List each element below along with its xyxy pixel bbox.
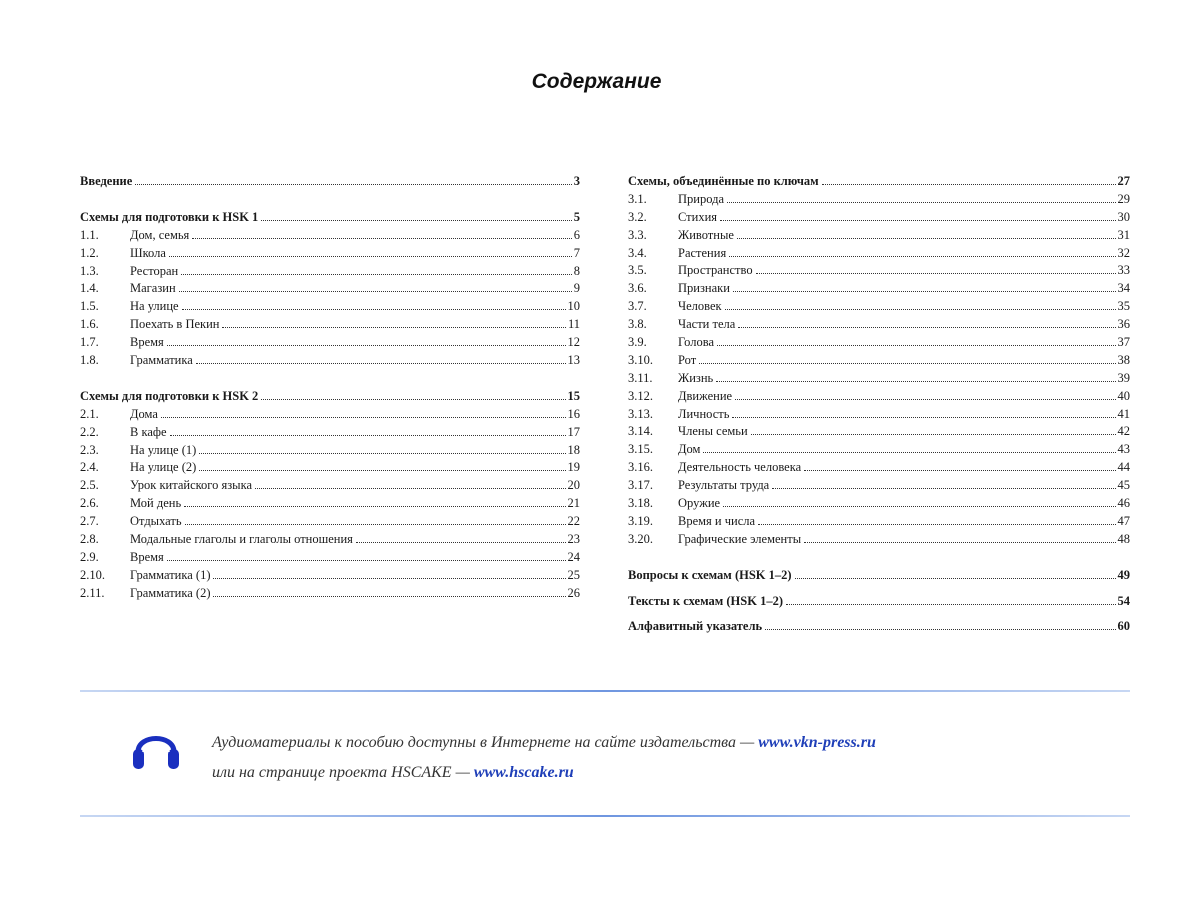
toc-entry[interactable] [80, 459, 580, 477]
toc-entry-number: 3.8. [628, 317, 647, 332]
toc-entry-number: 3.20. [628, 531, 653, 546]
toc-page-number: 38 [1117, 352, 1130, 367]
dot-leader [795, 578, 1116, 579]
toc-entry-number: 3.2. [628, 209, 647, 224]
toc-entry-number: 1.7. [80, 335, 99, 350]
toc-entry-label: Грамматика (2) [130, 585, 211, 600]
toc-entry[interactable] [628, 477, 1130, 495]
toc-entry-number: 3.6. [628, 281, 647, 296]
toc-entry[interactable] [628, 316, 1130, 334]
toc-spacer [628, 549, 1130, 567]
dot-leader [727, 202, 1115, 203]
toc-entry-number: 3.7. [628, 299, 647, 314]
toc-entry-number: 1.8. [80, 353, 99, 368]
toc-page-number: 33 [1117, 263, 1130, 278]
toc-entry-label: Деятельность человека [678, 460, 802, 475]
toc-entry[interactable] [80, 513, 580, 531]
dot-leader [729, 256, 1115, 257]
toc-entry-number: 1.2. [80, 245, 99, 260]
audio-note-line-2 [212, 758, 1112, 788]
toc-entry[interactable] [80, 442, 580, 460]
dot-leader [735, 399, 1115, 400]
toc-entry-number: 1.4. [80, 281, 99, 296]
toc-section-heading[interactable] [628, 567, 1130, 585]
publisher-link[interactable]: www.vkn-press.ru [758, 734, 876, 751]
toc-entry[interactable] [80, 227, 580, 245]
toc-entry-label: Признаки [678, 281, 730, 296]
dot-leader [261, 220, 571, 221]
toc-entry[interactable] [80, 477, 580, 495]
dot-leader [716, 381, 1115, 382]
toc-entry-label: Урок китайского языка [130, 478, 253, 493]
toc-page-number: 40 [1117, 388, 1130, 403]
project-link[interactable]: www.hscake.ru [473, 764, 574, 781]
toc-entry-label: Растения [678, 245, 727, 260]
toc-page-number: 45 [1117, 478, 1130, 493]
toc-entry-label: Пространство [678, 263, 753, 278]
toc-entry-label: Части тела [678, 317, 736, 332]
toc-entry[interactable] [628, 370, 1130, 388]
toc-entry-label: Отдыхать [130, 514, 182, 529]
toc-entry[interactable] [628, 441, 1130, 459]
toc-spacer [628, 585, 1130, 593]
divider-top [80, 690, 1130, 692]
toc-spacer [80, 370, 580, 388]
toc-entry-number: 3.1. [628, 191, 647, 206]
toc-page-number: 39 [1117, 370, 1130, 385]
dot-leader [758, 524, 1115, 525]
toc-entry[interactable] [628, 423, 1130, 441]
toc-entry-number: 3.4. [628, 245, 647, 260]
toc-entry[interactable] [628, 513, 1130, 531]
toc-entry-label: Дома [130, 406, 158, 421]
toc-entry-label: Оружие [678, 496, 721, 511]
toc-entry-label: Графические элементы [678, 531, 802, 546]
dot-leader [199, 453, 565, 454]
toc-entry-label: Дом, семья [130, 227, 190, 242]
toc-entry-label: Ресторан [130, 263, 179, 278]
toc-entry[interactable] [80, 280, 580, 298]
toc-entry-label: Животные [678, 227, 734, 242]
dot-leader [822, 184, 1116, 185]
toc-entry[interactable] [80, 298, 580, 316]
toc-entry-number: 2.6. [80, 496, 99, 511]
toc-spacer [628, 610, 1130, 618]
toc-entry-label: Модальные глаголы и глаголы отношения [130, 532, 353, 547]
toc-entry-number: 2.8. [80, 532, 99, 547]
audio-note [212, 728, 1112, 788]
toc-entry-label: Алфавитный указатель [628, 619, 763, 634]
toc-entry[interactable] [628, 352, 1130, 370]
toc-entry[interactable] [628, 245, 1130, 263]
toc-entry[interactable] [628, 406, 1130, 424]
toc-entry[interactable] [80, 352, 580, 370]
toc-page-number: 5 [573, 209, 580, 224]
dot-leader [185, 524, 566, 525]
toc-entry-number: 3.11. [628, 370, 653, 385]
toc-entry-number: 3.10. [628, 352, 653, 367]
toc-page-number: 23 [567, 532, 580, 547]
toc-entry-number: 2.4. [80, 460, 99, 475]
toc-entry-number: 3.19. [628, 513, 653, 528]
toc-entry[interactable] [80, 406, 580, 424]
toc-entry[interactable] [80, 263, 580, 281]
toc-entry[interactable] [628, 388, 1130, 406]
dot-leader [170, 435, 566, 436]
audio-note-text-1: Аудиоматериалы к пособию доступны в Интернете на сайте издательства — [212, 734, 759, 751]
toc-entry-label: Жизнь [678, 370, 714, 385]
toc-page-number: 43 [1117, 442, 1130, 457]
toc-entry[interactable] [628, 227, 1130, 245]
toc-page-number: 48 [1117, 531, 1130, 546]
toc-page-number: 42 [1117, 424, 1130, 439]
toc-page-number: 20 [567, 478, 580, 493]
toc-page-number: 26 [567, 585, 580, 600]
toc-entry-label: Человек [678, 299, 722, 314]
toc-column-left [80, 173, 580, 603]
toc-entry[interactable] [628, 209, 1130, 227]
toc-section-heading[interactable] [80, 209, 580, 227]
toc-entry-label: Время и числа [678, 513, 756, 528]
dot-leader [135, 184, 571, 185]
toc-entry[interactable] [628, 531, 1130, 549]
dot-leader [737, 238, 1116, 239]
dot-leader [182, 309, 566, 310]
toc-entry-label: Природа [678, 191, 725, 206]
toc-entry[interactable] [628, 298, 1130, 316]
divider-bottom [80, 815, 1130, 817]
toc-entry-number: 2.11. [80, 585, 105, 600]
toc-entry-number: 3.12. [628, 388, 653, 403]
dot-leader [199, 470, 565, 471]
page-title: Содержание [531, 70, 662, 93]
toc-entry[interactable] [80, 245, 580, 263]
toc-page-number: 46 [1117, 496, 1130, 511]
toc-entry-label: На улице (2) [130, 460, 197, 475]
toc-page-number: 29 [1117, 191, 1130, 206]
toc-section-heading[interactable] [628, 593, 1130, 611]
toc-entry-number: 3.14. [628, 424, 653, 439]
toc-page-number: 10 [567, 299, 580, 314]
toc-entry-label: Стихия [678, 209, 718, 224]
toc-entry-label: Схемы для подготовки к HSK 1 [80, 209, 259, 224]
toc-page-number: 60 [1117, 619, 1130, 634]
toc-entry-label: Грамматика [130, 353, 193, 368]
toc-entry[interactable] [80, 567, 580, 585]
toc-page-number: 13 [567, 353, 580, 368]
dot-leader [804, 542, 1115, 543]
toc-entry-number: 3.3. [628, 227, 647, 242]
headphones-icon [130, 722, 182, 774]
toc-section-heading[interactable] [628, 618, 1130, 636]
toc-entry-number: 2.2. [80, 424, 99, 439]
dot-leader [181, 274, 572, 275]
toc-entry-label: Время [130, 549, 164, 564]
dot-leader [723, 506, 1115, 507]
toc-page-number: 16 [567, 406, 580, 421]
toc-entry[interactable] [80, 549, 580, 567]
toc-entry[interactable] [628, 495, 1130, 513]
toc-entry-number: 3.13. [628, 406, 653, 421]
toc-page-number: 22 [567, 514, 580, 529]
toc-column-right [628, 173, 1130, 636]
toc-page-number: 34 [1117, 281, 1130, 296]
dot-leader [213, 596, 565, 597]
toc-page-number: 54 [1117, 593, 1130, 608]
toc-entry-label: Мой день [130, 496, 182, 511]
toc-page-number: 7 [573, 245, 580, 260]
toc-page-number: 27 [1117, 174, 1130, 188]
toc-entry-label: В кафе [130, 424, 167, 439]
toc-entry-number: 1.1. [80, 227, 99, 242]
toc-entry-number: 2.9. [80, 549, 99, 564]
toc-entry[interactable] [80, 495, 580, 513]
toc-entry-number: 3.9. [628, 335, 647, 350]
toc-spacer [80, 191, 580, 209]
dot-leader [804, 470, 1115, 471]
dot-leader [213, 578, 565, 579]
toc-entry-label: Схемы, объединённые по ключам [628, 174, 819, 188]
toc-entry-number: 2.7. [80, 514, 99, 529]
toc-page-number: 41 [1117, 406, 1130, 421]
dot-leader [756, 273, 1116, 274]
toc-entry-label: Вопросы к схемам (HSK 1–2) [628, 567, 792, 582]
toc-page-number: 21 [567, 496, 580, 511]
toc-page-number: 47 [1117, 513, 1130, 528]
toc-entry-label: На улице [130, 299, 179, 314]
toc-page-number: 18 [567, 442, 580, 457]
toc-page-number: 31 [1117, 227, 1130, 242]
toc-page-number: 30 [1117, 209, 1130, 224]
toc-entry-label: Схемы для подготовки к HSK 2 [80, 388, 259, 403]
toc-page-number: 11 [567, 317, 580, 332]
toc-entry-number: 1.6. [80, 317, 99, 332]
toc-entry-number: 3.18. [628, 496, 653, 511]
toc-entry-label: Школа [130, 245, 166, 260]
dot-leader [356, 542, 566, 543]
dot-leader [196, 363, 566, 364]
toc-entry-label: На улице (1) [130, 442, 197, 457]
toc-entry-label: Голова [678, 335, 714, 350]
dot-leader [732, 417, 1115, 418]
toc-page-number: 8 [573, 263, 580, 278]
audio-note-line-1 [212, 728, 1112, 758]
toc-page-number: 35 [1117, 299, 1130, 314]
dot-leader [161, 417, 566, 418]
toc-page-number: 32 [1117, 245, 1130, 260]
toc-entry-label: Рот [678, 352, 697, 367]
toc-entry-label: Дом [678, 442, 701, 457]
dot-leader [786, 604, 1116, 605]
toc-entry-label: Магазин [130, 281, 176, 296]
toc-entry-number: 1.3. [80, 263, 99, 278]
toc-page-number: 15 [567, 388, 580, 403]
dot-leader [261, 399, 565, 400]
toc-entry[interactable] [628, 459, 1130, 477]
audio-note-text-2: или на странице проекта HSCAKE — [212, 764, 474, 781]
dot-leader [255, 488, 565, 489]
dot-leader [717, 345, 1116, 346]
toc-page-number: 3 [573, 174, 580, 188]
toc-entry-label: Грамматика (1) [130, 567, 211, 582]
toc-page-number: 25 [567, 567, 580, 582]
dot-leader [167, 345, 566, 346]
toc-entry-label: Движение [678, 388, 733, 403]
toc-entry-label: Результаты труда [678, 478, 770, 493]
toc-entry-number: 3.5. [628, 263, 647, 278]
toc-entry[interactable] [80, 334, 580, 352]
toc-section-heading[interactable] [80, 173, 580, 191]
toc-page-number: 6 [573, 227, 580, 242]
toc-entry[interactable] [628, 262, 1130, 280]
toc-entry-number: 2.10. [80, 567, 105, 582]
dot-leader [751, 434, 1116, 435]
toc-page-number: 9 [573, 281, 580, 296]
toc-entry[interactable] [80, 424, 580, 442]
toc-entry[interactable] [628, 334, 1130, 352]
toc-entry[interactable] [80, 531, 580, 549]
toc-entry-label: Члены семьи [678, 424, 748, 439]
toc-entry-number: 3.16. [628, 460, 653, 475]
toc-entry[interactable] [628, 280, 1130, 298]
toc-page-number: 19 [567, 460, 580, 475]
toc-entry-number: 3.15. [628, 442, 653, 457]
toc-page-number: 36 [1117, 317, 1130, 332]
toc-section-heading[interactable] [628, 173, 1130, 191]
toc-page-number: 12 [567, 335, 580, 350]
dot-leader [703, 452, 1115, 453]
toc-entry-number: 1.5. [80, 299, 99, 314]
dot-leader [772, 488, 1115, 489]
dot-leader [169, 256, 572, 257]
dot-leader [184, 506, 565, 507]
toc-entry-label: Личность [678, 406, 730, 421]
toc-entry-label: Тексты к схемам (HSK 1–2) [628, 593, 783, 608]
dot-leader [222, 327, 565, 328]
toc-page-number: 17 [567, 424, 580, 439]
dot-leader [699, 363, 1115, 364]
toc-page-number: 49 [1117, 567, 1130, 582]
toc-entry[interactable] [80, 585, 580, 603]
toc-page-number: 24 [567, 549, 580, 564]
toc-entry-number: 2.3. [80, 442, 99, 457]
toc-entry[interactable] [628, 191, 1130, 209]
dot-leader [192, 238, 571, 239]
toc-page-number: 44 [1117, 460, 1130, 475]
dot-leader [179, 291, 572, 292]
dot-leader [720, 220, 1115, 221]
dot-leader [765, 629, 1115, 630]
dot-leader [167, 560, 566, 561]
toc-entry-label: Поехать в Пекин [130, 317, 220, 332]
toc-entry-number: 3.17. [628, 478, 653, 493]
toc-entry-label: Время [130, 335, 164, 350]
toc-page-number: 37 [1117, 335, 1130, 350]
toc-section-heading[interactable] [80, 388, 580, 406]
toc-entry-number: 2.1. [80, 406, 99, 421]
dot-leader [738, 327, 1115, 328]
toc-entry-label: Введение [80, 174, 133, 188]
toc-entry-number: 2.5. [80, 478, 99, 493]
dot-leader [733, 291, 1116, 292]
dot-leader [725, 309, 1116, 310]
toc-entry[interactable] [80, 316, 580, 334]
